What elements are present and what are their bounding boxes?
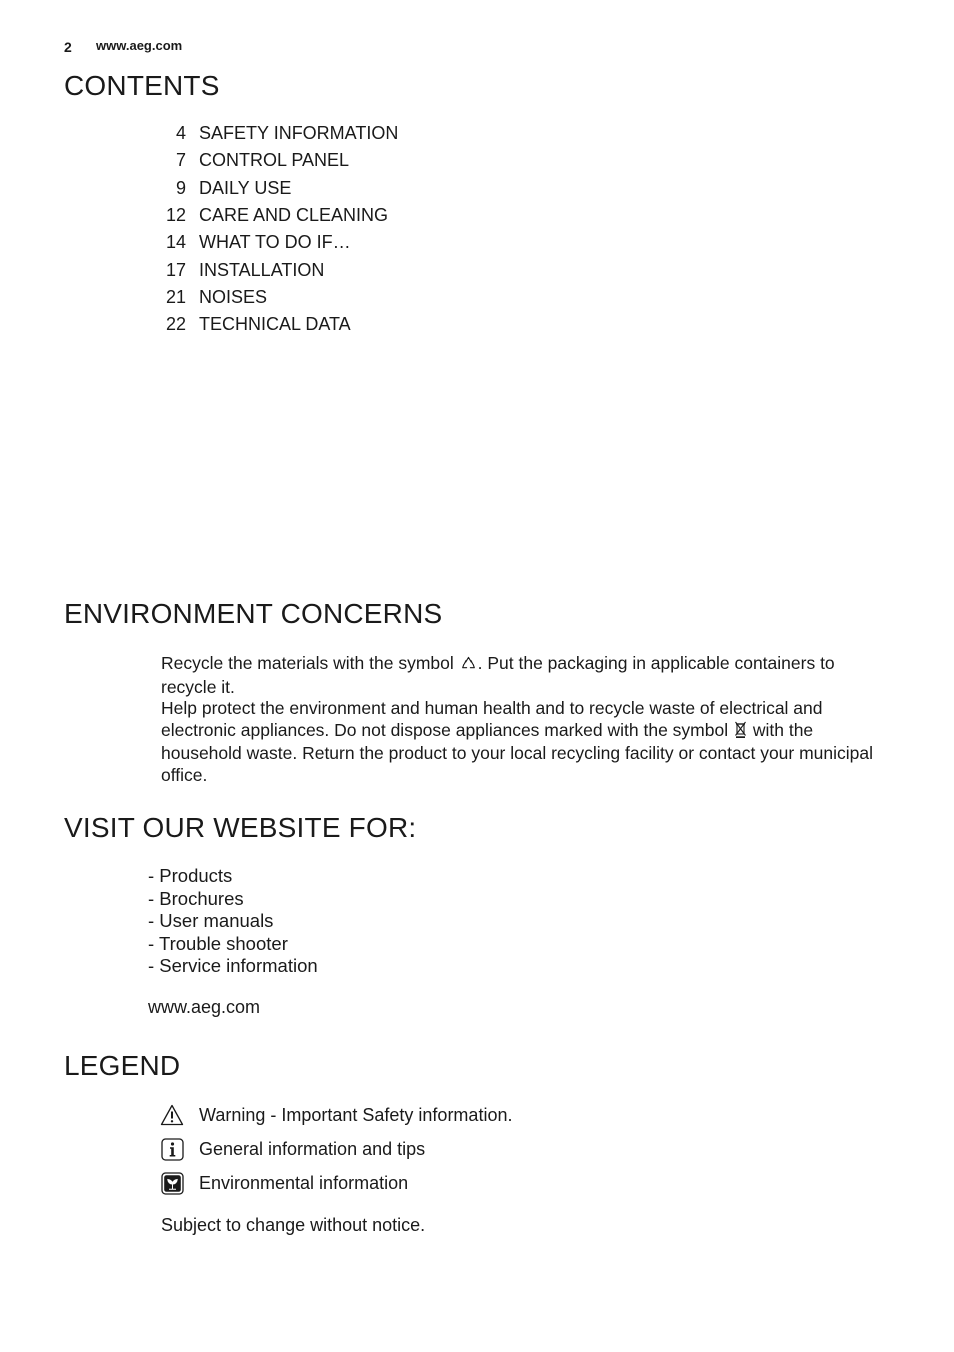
toc-page-number: 4 xyxy=(175,123,186,144)
weee-text-end: with the household waste. Return the product to your local recycling facility or contact your municipal office. xyxy=(161,719,874,785)
toc-label: TECHNICAL DATA xyxy=(199,314,351,335)
info-icon xyxy=(160,1137,184,1161)
toc-label: CONTROL PANEL xyxy=(199,150,350,171)
list-item: - Products xyxy=(148,865,233,886)
recycle-text-end: . Put the packaging in applicable containers to recycle it. xyxy=(161,653,835,697)
environment-text xyxy=(161,653,891,787)
toc-page-number: 21 xyxy=(165,286,186,307)
toc-item[interactable] xyxy=(150,120,550,147)
toc-item[interactable] xyxy=(150,147,550,174)
legend-item-warning xyxy=(160,1103,512,1127)
toc-label: CARE AND CLEANING xyxy=(199,205,389,226)
list-item: - Service information xyxy=(148,955,318,977)
header-website[interactable]: www.aeg.com xyxy=(96,38,183,53)
warning-icon xyxy=(160,1103,184,1127)
legend-title: LEGEND xyxy=(64,1050,181,1081)
toc-page-number: 9 xyxy=(175,177,186,198)
toc-item[interactable] xyxy=(150,284,550,311)
toc-page-number: 7 xyxy=(175,150,186,171)
toc-page-number: 14 xyxy=(165,232,186,253)
recycle-text-start: Recycle the materials with the symbol xyxy=(161,653,454,673)
legend-label: Warning - Important Safety information. xyxy=(199,1104,513,1125)
toc-page-number: 12 xyxy=(165,205,186,226)
change-notice: Subject to change without notice. xyxy=(161,1215,426,1235)
table-of-contents xyxy=(150,120,550,338)
contents-title: CONTENTS xyxy=(64,70,220,101)
toc-item[interactable] xyxy=(150,311,550,338)
toc-item[interactable] xyxy=(150,229,550,256)
legend-label: General information and tips xyxy=(199,1138,426,1159)
weee-text-start: Help protect the environment and human health and to recycle waste of electrical and electronic appliances. Do not dispose appliances marked with the symbol xyxy=(161,698,823,740)
list-item: - Brochures xyxy=(148,887,244,909)
list-item: - Trouble shooter xyxy=(148,932,288,954)
recycle-icon xyxy=(461,655,476,677)
toc-label: SAFETY INFORMATION xyxy=(199,123,399,144)
toc-item[interactable] xyxy=(150,175,550,202)
page-number: 2 xyxy=(64,39,72,55)
crossed-bin-icon xyxy=(735,721,746,744)
website-title: VISIT OUR WEBSITE FOR: xyxy=(64,812,417,843)
legend-item-info xyxy=(160,1137,425,1161)
toc-label: DAILY USE xyxy=(199,177,292,198)
toc-label: INSTALLATION xyxy=(199,259,325,280)
recycle-paragraph xyxy=(161,653,891,698)
toc-item[interactable] xyxy=(150,256,550,283)
legend-item-environment xyxy=(160,1171,408,1195)
website-feature-list xyxy=(148,865,318,978)
toc-page-number: 22 xyxy=(165,314,186,335)
environment-icon xyxy=(160,1171,184,1195)
legend-label: Environmental information xyxy=(199,1172,409,1193)
toc-label: WHAT TO DO IF… xyxy=(199,232,351,253)
website-url-link[interactable]: www.aeg.com xyxy=(148,997,261,1017)
weee-paragraph xyxy=(161,698,891,786)
toc-page-number: 17 xyxy=(165,259,186,280)
environment-title: ENVIRONMENT CONCERNS xyxy=(64,598,443,629)
toc-label: NOISES xyxy=(199,286,268,307)
toc-item[interactable] xyxy=(150,202,550,229)
list-item: - User manuals xyxy=(148,910,274,932)
